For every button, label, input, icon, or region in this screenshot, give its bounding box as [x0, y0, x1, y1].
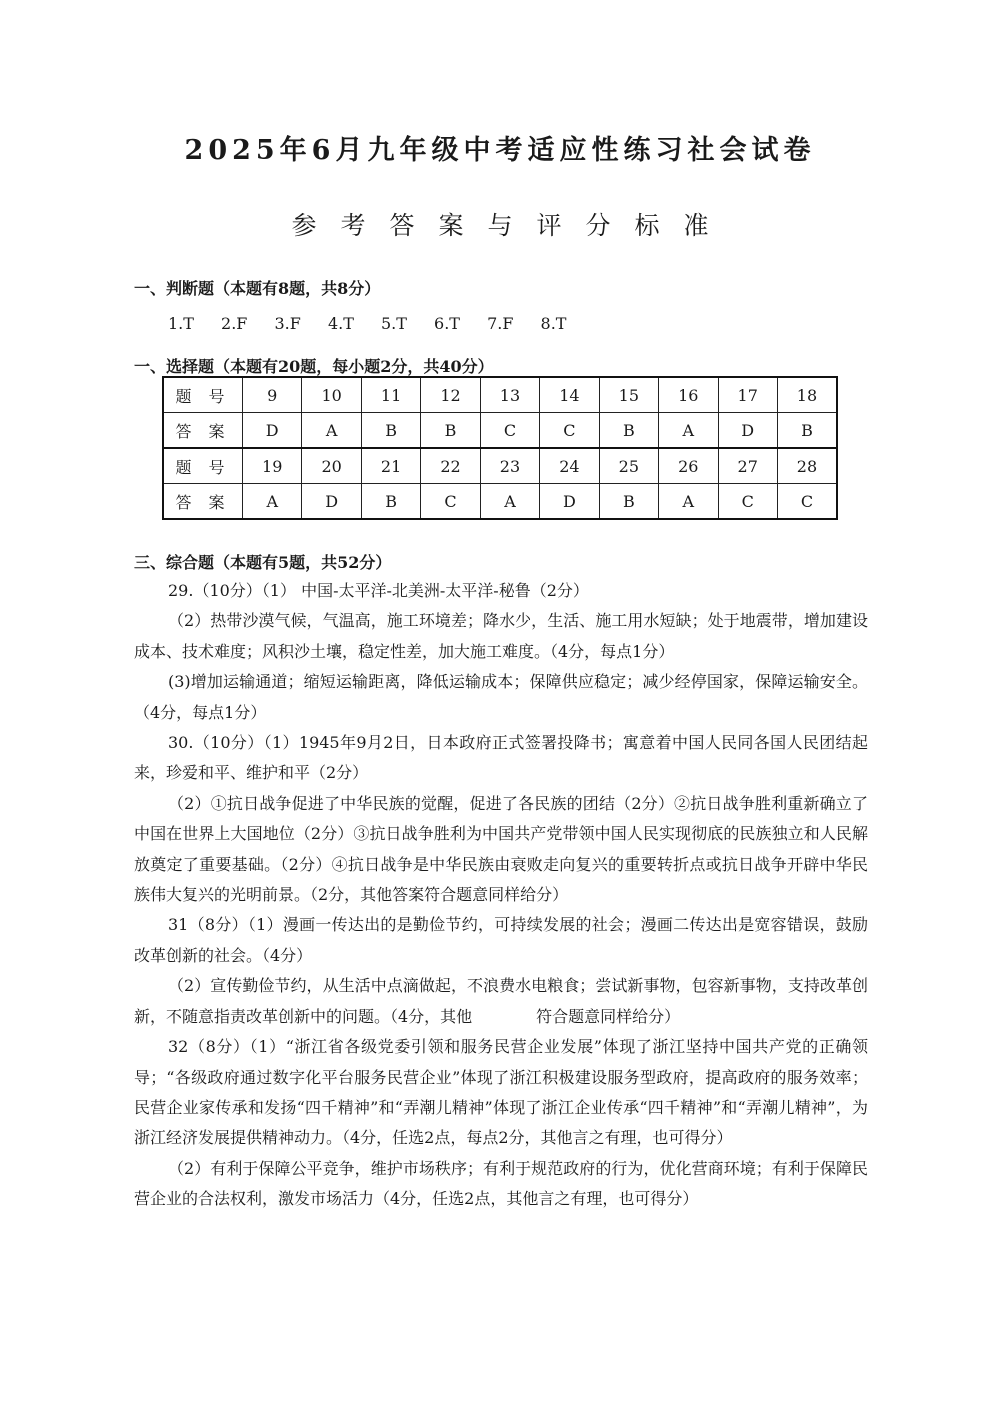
- answer-cell: C: [421, 484, 480, 520]
- answer-cell: A: [243, 484, 302, 520]
- answer-cell: C: [480, 413, 539, 449]
- answer-paragraph: （2）宣传勤俭节约，从生活中点滴做起，不浪费水电粮食；尝试新事物，包容新事物，支持改革创新，不随意指责改革创新中的问题。（4分，其他 符合题意同样给分）: [134, 976, 868, 1026]
- answer-paragraph: （2）热带沙漠气候，气温高，施工环境差；降水少，生活、施工用水短缺；处于地震带，增加建设成本、技术难度；风积沙土壤，稳定性差，加大施工难度。（4分，每点1分）: [134, 611, 868, 661]
- row-label: 答 案: [163, 484, 243, 520]
- question-number: 17: [718, 377, 777, 413]
- table-row: [163, 448, 837, 484]
- row-label: 题 号: [163, 448, 243, 484]
- question-number: 24: [540, 448, 599, 484]
- table-row: [163, 413, 837, 449]
- question-number: 25: [599, 448, 658, 484]
- table-row: [163, 377, 837, 413]
- answer-cell: B: [777, 413, 837, 449]
- answer-cell: D: [718, 413, 777, 449]
- question-number: 12: [421, 377, 480, 413]
- question-number: 13: [480, 377, 539, 413]
- question-number: 20: [302, 448, 361, 484]
- answer-cell: C: [718, 484, 777, 520]
- question-number: 10: [302, 377, 361, 413]
- question-number: 18: [777, 377, 837, 413]
- answer-cell: A: [480, 484, 539, 520]
- answer-cell: A: [659, 484, 718, 520]
- answer-cell: B: [361, 413, 420, 449]
- page-subtitle: 参考答案与评分标准: [291, 211, 733, 240]
- tf-answer: 1.T: [168, 314, 194, 333]
- question-number: 14: [540, 377, 599, 413]
- answer-paragraph: 31（8分）（1）漫画一传达出的是勤俭节约，可持续发展的社会；漫画二传达出是宽容错误，鼓励改革创新的社会。（4分）: [134, 915, 868, 965]
- answer-paragraph: 30.（10分）（1）1945年9月2日，日本政府正式签署投降书；寓意着中国人民同各国人民团结起来，珍爱和平、维护和平（2分）: [134, 733, 868, 783]
- answer-cell: A: [302, 413, 361, 449]
- section2-heading: 一、选择题（本题有20题，每小题2分，共40分）: [134, 357, 494, 376]
- answer-cell: B: [599, 484, 658, 520]
- question-number: 9: [243, 377, 302, 413]
- answer-cell: A: [659, 413, 718, 449]
- table-row: [163, 484, 837, 520]
- answer-paragraph: （2）有利于保障公平竞争，维护市场秩序；有利于规范政府的行为，优化营商环境；有利于保障民营企业的合法权利，激发市场活力（4分，任选2点，其他言之有理，也可得分）: [134, 1158, 868, 1209]
- tf-answer: 8.T: [540, 314, 567, 333]
- answer-cell: D: [540, 484, 599, 520]
- answer-paragraph: (3)增加运输通道；缩短运输距离，降低运输成本；保障供应稳定；减少经停国家，保障运输安全。（4分，每点1分）: [134, 672, 868, 722]
- tf-answer: 7.F: [487, 314, 514, 333]
- tf-answer: 6.T: [434, 314, 460, 333]
- answer-paragraph: 32（8分）（1）“浙江省各级党委引领和服务民营企业发展”体现了浙江坚持中国共产党的正确领导；“各级政府通过数字化平台服务民营企业”体现了浙江积极建设服务型政府，提高政府的服务效率；民营企业家传承和发扬“四千精神”和“弄潮儿精神”体现了浙江企业传承“四千精神”和“弄潮儿精神”，为浙江经济发展提供精神动力。（4分，任选2点，每点2分，其他言之有理，也可得分）: [134, 1037, 868, 1148]
- section3-body: [134, 576, 868, 1215]
- question-number: 23: [480, 448, 539, 484]
- tf-answer: 3.F: [274, 314, 301, 333]
- tf-answer: 2.F: [221, 314, 248, 333]
- question-number: 21: [361, 448, 420, 484]
- answer-cell: B: [421, 413, 480, 449]
- answer-cell: D: [243, 413, 302, 449]
- answer-cell: D: [302, 484, 361, 520]
- question-number: 11: [361, 377, 420, 413]
- question-number: 28: [777, 448, 837, 484]
- answer-cell: C: [777, 484, 837, 520]
- row-label: 答 案: [163, 413, 243, 449]
- question-number: 19: [243, 448, 302, 484]
- question-number: 15: [599, 377, 658, 413]
- tf-answer: 4.T: [327, 314, 354, 333]
- answer-cell: B: [599, 413, 658, 449]
- answer-cell: B: [361, 484, 420, 520]
- question-number: 16: [659, 377, 718, 413]
- section3-heading: 三、综合题（本题有5题，共52分）: [134, 553, 392, 572]
- question-number: 26: [659, 448, 718, 484]
- choice-answer-table: [162, 376, 838, 520]
- section1-heading: 一、判断题（本题有8题，共8分）: [134, 279, 381, 298]
- page-title: 2025年6月九年级中考适应性练习社会试卷: [184, 135, 816, 166]
- true-false-answers: [168, 314, 588, 333]
- question-number: 22: [421, 448, 480, 484]
- row-label: 题 号: [163, 377, 243, 413]
- tf-answer: 5.T: [381, 314, 407, 333]
- answer-paragraph: （2）①抗日战争促进了中华民族的觉醒，促进了各民族的团结（2分）②抗日战争胜利重新确立了中国在世界上大国地位（2分）③抗日战争胜利为中国共产党带领中国人民实现彻底的民族独立和人民解放奠定了重要基础。（2分）④抗日战争是中华民族由衰败走向复兴的重要转折点或抗日战争开辟中华民族伟大复兴的光明前景。（2分，其他答案符合题意同样给分）: [134, 793, 868, 905]
- question-number: 27: [718, 448, 777, 484]
- answer-paragraph: 29.（10分）（1） 中国-太平洋-北美洲-太平洋-秘鲁（2分）: [168, 581, 589, 600]
- answer-cell: C: [540, 413, 599, 449]
